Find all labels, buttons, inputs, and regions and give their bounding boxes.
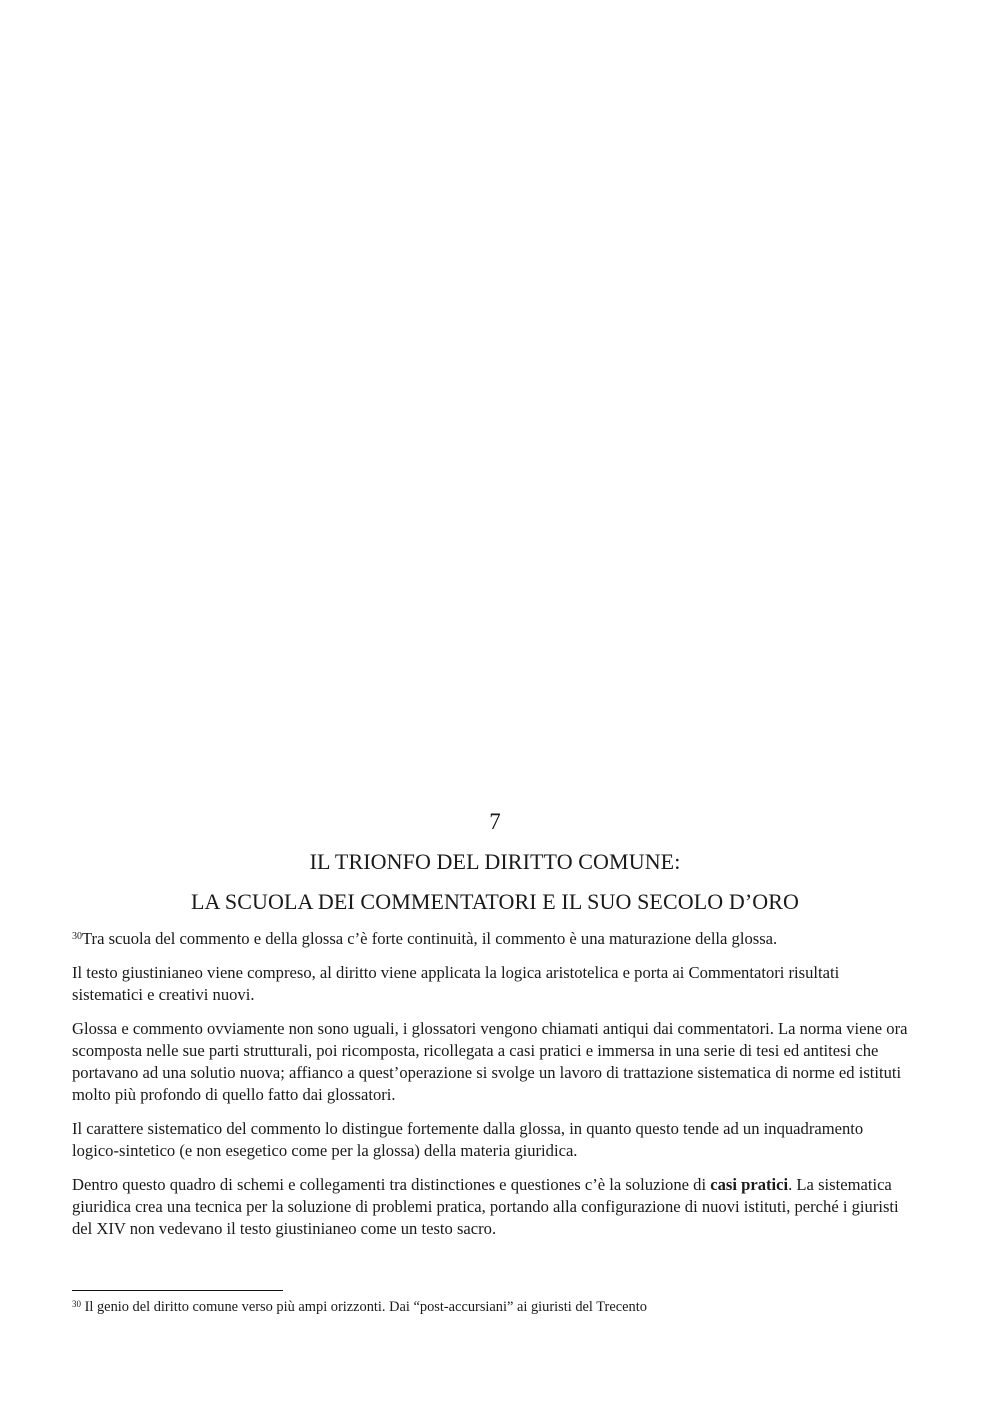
footnote — [72, 1298, 932, 1317]
body-text — [72, 928, 912, 1252]
chapter-number: 7 — [489, 809, 501, 834]
paragraph-5-text-after: . La sistematica giuridica crea una tecnica per la soluzione di problemi pratica, portando alla configurazione di nuovi istituti, perché i giuristi del XIV non vedevano il testo giustinianeo come un testo sacro. — [72, 1175, 899, 1238]
paragraph-3: Glossa e commento ovviamente non sono uguali, i glossatori vengono chiamati antiqui dai commentatori. La norma viene ora scomposta nelle sue parti strutturali, poi ricomposta, ricollegata a casi pratici e immersa in una serie di tesi ed antitesi che portavano ad una solutio nuova; affianco a quest’operazione si svolge un lavoro di trattazione sistematica di norme ed istituti molto più profondo di quello fatto dai glossatori. — [72, 1019, 908, 1104]
paragraph-1-text: Tra scuola del commento e della glossa c’è forte continuità, il commento è una maturazione della glossa. — [82, 929, 778, 948]
paragraph-2: Il testo giustinianeo viene compreso, al diritto viene applicata la logica aristotelica e porta ai Commentatori risultati sistematici e creativi nuovi. — [72, 963, 840, 1005]
paragraph-5-text-before: Dentro questo quadro di schemi e collegamenti tra distinctiones e questiones c’è la soluzione di — [72, 1175, 711, 1195]
paragraph-4: Il carattere sistematico del commento lo distingue fortemente dalla glossa, in quanto questo tende ad un inquadramento logico-sintetico (e non esegetico come per la glossa) della materia giuridica. — [72, 1119, 864, 1160]
paragraph-5 — [72, 1174, 912, 1239]
footnote-number: 30 — [72, 1299, 81, 1309]
paragraph-1 — [72, 928, 912, 950]
footnote-separator — [72, 1290, 283, 1291]
footnote-text: Il genio del diritto comune verso più ampi orizzonti. Dai “post-accursiani” ai giuristi del Trecento — [81, 1299, 647, 1315]
paragraph-5-bold-term: casi pratici — [710, 1175, 789, 1195]
footnote-reference[interactable]: 30 — [72, 931, 82, 942]
chapter-title-line-1: IL TRIONFO DEL DIRITTO COMUNE: — [309, 849, 681, 874]
chapter-title-line-2: LA SCUOLA DEI COMMENTATORI E IL SUO SECOLO D’ORO — [190, 889, 800, 914]
